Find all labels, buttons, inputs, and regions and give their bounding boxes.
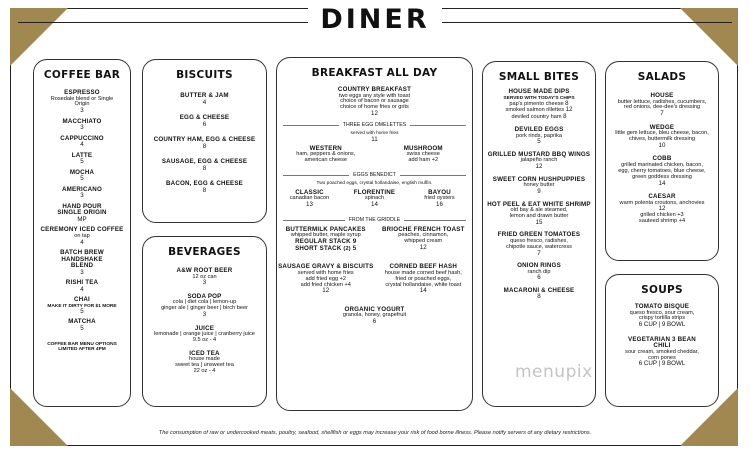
soups-panel xyxy=(605,274,719,407)
menu-item: BATCH BREW HANDSHAKE BLEND 3 xyxy=(60,249,104,276)
section-heading: COFFEE BAR xyxy=(43,69,121,81)
menu-item: COUNTRY BREAKFAST two eggs any style with toast choice of bacon or sausage choice of home fries or grits 12 xyxy=(337,86,412,118)
menu-item: WEDGE little gem lettuce, bleu cheese, bacon, chives, buttermilk dressing 10 xyxy=(615,123,709,149)
menu-item: A&W ROOT BEER 12 oz can 3 xyxy=(176,267,233,287)
coffee-bar-panel xyxy=(33,59,131,407)
menu-item: MOCHA 5 xyxy=(69,168,95,183)
menu-item: HOUSE MADE DIPS SERVED WITH TODAY'S CHIPS pap's pimento cheese 8 smoked salmon rillettes 12 deviled country ham 8 xyxy=(503,88,575,121)
menu-item: ICED TEA house made sweet tea | unsweet tea 22 oz - 4 xyxy=(175,349,234,375)
menu-item: LATTE 5 xyxy=(71,151,93,166)
menu-item: CEREMONY ICED COFFEE on tap 4 xyxy=(40,226,124,246)
section-heading: BISCUITS xyxy=(176,69,233,81)
menu-item: CLASSIC canadian bacon 13 xyxy=(289,188,330,209)
menu-item: VEGETARIAN 3 BEAN CHILI sour cream, smoked cheddar, corn pones 6 CUP | 9 BOWL xyxy=(625,335,699,368)
section-divider: FROM THE GRIDDLE xyxy=(283,217,466,223)
biscuits-panel xyxy=(142,59,267,223)
section-heading: BREAKFAST ALL DAY xyxy=(311,67,438,79)
menu-item: MATCHA 5 xyxy=(68,318,96,332)
menu-item: FRIED GREEN TOMATOES queso fresco, radishes, chipotle sauce, watercress 7 xyxy=(497,231,581,257)
menu-item: HOUSE butter lettuce, radishes, cucumbers, red onions, dee-dee's dressing 7 xyxy=(617,92,707,118)
menu-item: CHAI MAKE IT DIRTY FOR $1 MORE 5 xyxy=(47,296,117,315)
menu-item: MUSHROOM swiss cheese add ham +2 xyxy=(403,144,443,163)
menu-item: SWEET CORN HUSHPUPPIES honey butter 9 xyxy=(492,175,586,196)
menu-item: BACON, EGG & CHEESE 8 xyxy=(165,180,244,194)
menu-item: BUTTER & JAM 4 xyxy=(180,92,229,106)
menu-item: SODA POP cola | diet cola | lemon-up ginger ale | ginger beer | birch beer 3 xyxy=(161,292,248,319)
menu-item: GRILLED MUSTARD BBQ WINGS jalapeño ranch 12 xyxy=(487,150,591,171)
menu-item: COUNTRY HAM, EGG & CHEESE 8 xyxy=(153,136,256,150)
menu-item: WESTERN ham, peppers & onions, american cheese xyxy=(296,144,356,163)
section-heading: SOUPS xyxy=(641,284,683,296)
menu-item: ORGANIC YOGURT granola, honey, grapefruit 6 xyxy=(342,305,407,326)
footnote: The consumption of raw or undercooked meats, poultry, seafood, shellfish or eggs may increase your risk of food borne illness. Please notify servers of any dietary restrictions. xyxy=(158,430,592,436)
salads-panel xyxy=(605,61,719,261)
section-heading: SALADS xyxy=(637,71,687,83)
menu-item: MACARONI & CHEESE 8 xyxy=(503,286,575,301)
watermark: menupix xyxy=(515,362,593,382)
coffee-bar-note: COFFEE BAR MENU OPTIONS xyxy=(47,342,117,348)
menu-item: COBB grilled marinated chicken, bacon, egg, cherry tomatoes, blue cheese, green goddess dressing 14 xyxy=(618,155,706,187)
menu-item: HOT PEEL & EAT WHITE SHRIMP old bay & ale steamed, lemon and drawn butter 15 xyxy=(487,200,591,226)
section-heading: BEVERAGES xyxy=(168,246,241,258)
menu-item: FLORENTINE spinach 14 xyxy=(353,188,396,209)
menu-item: BUTTERMILK PANCAKES whipped butter, maple syrup REGULAR STACK 9 SHORT STACK (2) 5 xyxy=(285,225,366,252)
coffee-bar-note: LIMITED AFTER 4PM xyxy=(58,347,106,353)
beverages-panel xyxy=(142,236,267,407)
section-divider: THREE EGG OMELETTES xyxy=(283,122,466,128)
menu-item: DEVILED EGGS pork rinds, paprika 5 xyxy=(514,126,564,146)
menu-item: ESPRESSO Rosedale blend or Single Origin 3 xyxy=(50,89,114,115)
menu-item: RISHI TEA 4 xyxy=(65,279,99,293)
menu-item: BRIOCHE FRENCH TOAST peaches, cinnamon, whipped cream 12 xyxy=(381,225,465,251)
breakfast-panel: BREAKFAST ALL DAY COUNTRY BREAKFAST two eggs any style with toast choice of bacon or sausage choice of home fries or grits 12 THREE EGG OMELETTES served with home fries 11 WESTERN ham, peppers & onions, american cheese MUSHROOM swiss cheese add ham +2 EGGS BENEDICT Two poached eggs, crystal hollandaise, english muffin. CLASSIC canadian bacon 13 FLORENTINE spinach 14 BAYOU fried oysters 16 FROM THE GRIDDLE BUTTERMILK PANCAKES whipped butter, maple syrup REGULAR STACK 9 SHORT STACK (2) 5 BRIOCHE FRENCH TOAST peaches, cinnamon, whipped cream 12 SAUSAGE GRAVY & BISCUITS served with home fries add fried egg +2 add fried chicken +4 12 CORNED BEEF HASH house made corned beef hash, fried or poached eggs, crystal hollandaise, white toast 14 ORGANIC YOGURT granola, honey, grapefruit 6 xyxy=(276,57,473,411)
page-title: DINER xyxy=(308,4,441,35)
menu-item: AMERICANO 3 xyxy=(62,185,102,200)
section-divider: EGGS BENEDICT xyxy=(283,172,466,178)
small-bites-panel xyxy=(482,61,596,407)
section-heading: SMALL BITES xyxy=(498,71,580,83)
menu-item: BAYOU fried oysters 16 xyxy=(424,188,455,209)
menu-item: MACCHIATO 3 xyxy=(62,117,102,132)
menu-item: SAUSAGE GRAVY & BISCUITS served with home fries add fried egg +2 add fried chicken +4 12 xyxy=(278,263,374,295)
menu-item: CAESAR warm polenta croutons, anchovies 12 grilled chicken +3 sauteed shrimp +4 xyxy=(619,193,705,224)
menu-item: CORNED BEEF HASH house made corned beef hash, fried or poached eggs, crystal hollandaise, white toast 14 xyxy=(384,263,462,295)
menu-item: JUICE lemonade | orange juice | cranberry juice 9.5 oz - 4 xyxy=(154,324,255,343)
menu-item: ONION RINGS ranch dip 6 xyxy=(517,262,561,282)
menu-item: HAND POUR SINGLE ORIGIN MP xyxy=(57,202,107,223)
menu-item: EGG & CHEESE 6 xyxy=(179,114,230,128)
menu-item: CAPPUCCINO 4 xyxy=(60,134,104,149)
menu-item: SAUSAGE, EGG & CHEESE 8 xyxy=(161,158,248,172)
menu-item: TOMATO BISQUE queso fresco, sour cream, crispy tortilla strips 6 CUP | 9 BOWL xyxy=(629,303,695,329)
